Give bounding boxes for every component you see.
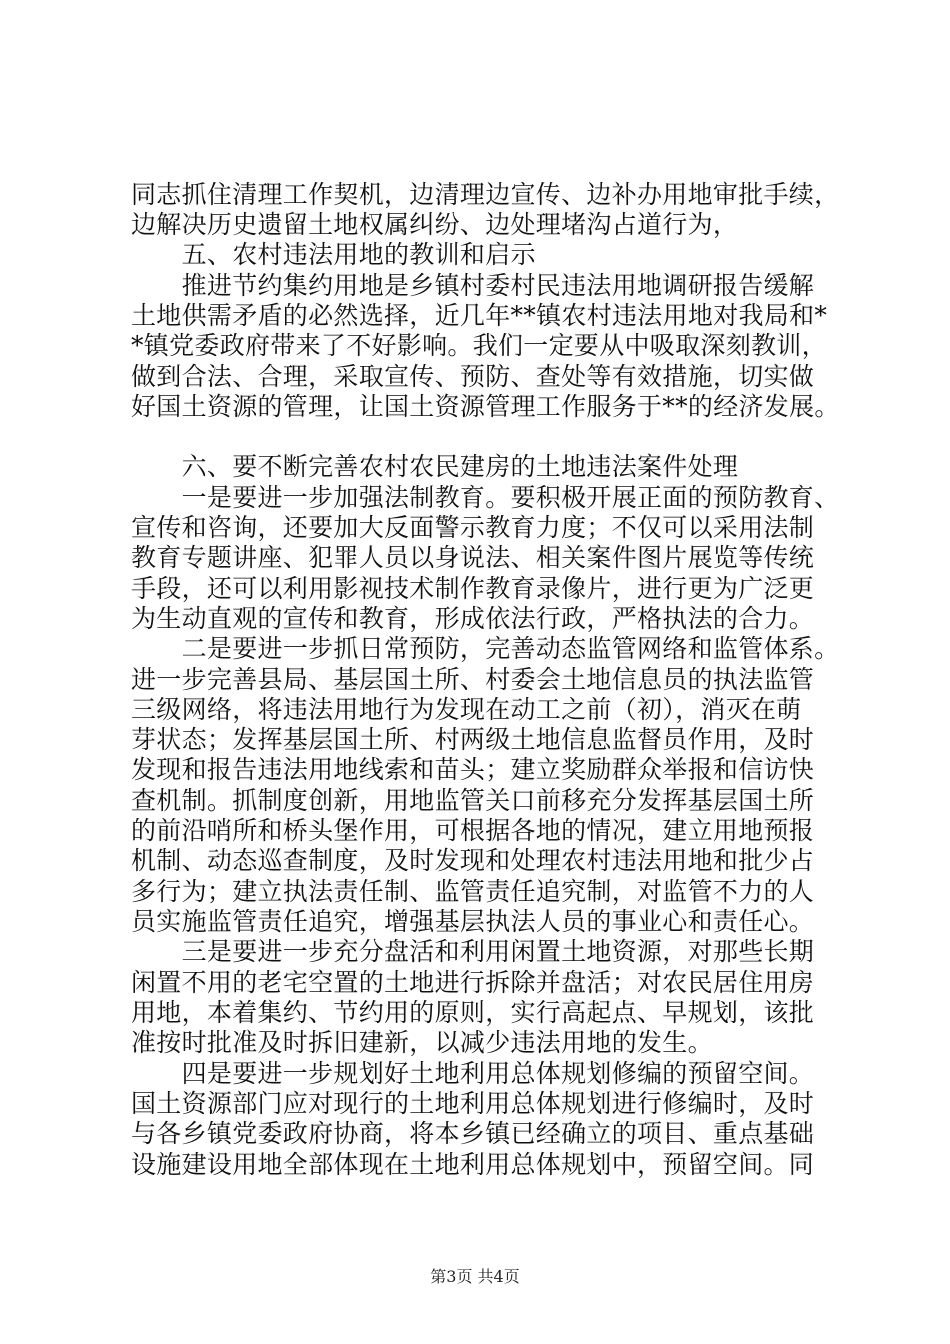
body-text-line: 土地供需矛盾的必然选择，近几年**镇农村违法用地对我局和* — [131, 301, 828, 330]
body-text-line: 与各乡镇党委政府协商，将本乡镇已经确立的项目、重点基础 — [131, 1119, 815, 1148]
body-text-line: *镇党委政府带来了不好影响。我们一定要从中吸取深刻教训， — [131, 331, 827, 360]
body-text-line: 查机制。抓制度创新，用地监管关口前移充分发挥基层国土所 — [131, 786, 815, 815]
body-text-line: 多行为；建立执法责任制、监管责任追究制，对监管不力的人 — [131, 877, 815, 906]
page-number-footer: 第3页 共4页 — [430, 1267, 520, 1286]
body-text-line: 国土资源部门应对现行的土地利用总体规划进行修编时，及时 — [131, 1089, 815, 1118]
body-text-line: 芽状态；发挥基层国土所、村两级土地信息监督员作用，及时 — [131, 725, 815, 754]
body-text-line: 三是要进一步充分盘活和利用闲置土地资源，对那些长期 — [131, 937, 815, 966]
body-text-line: 用地，本着集约、节约用的原则，实行高起点、早规划，该批 — [131, 998, 815, 1027]
body-text-line: 教育专题讲座、犯罪人员以身说法、相关案件图片展览等传统 — [131, 543, 815, 572]
body-text-line: 同志抓住清理工作契机，边清理边宣传、边补办用地审批手续， — [131, 180, 840, 209]
body-text-line: 三级网络，将违法用地行为发现在动工之前（初），消灭在萌 — [131, 695, 802, 724]
body-text-line: 做到合法、合理，采取宣传、预防、查处等有效措施，切实做 — [131, 362, 815, 391]
section-heading: 五、农村违法用地的教训和启示 — [131, 240, 536, 269]
body-text-line: 宣传和咨询，还要加大反面警示教育力度；不仅可以采用法制 — [131, 513, 815, 542]
body-text-line: 推进节约集约用地是乡镇村委村民违法用地调研报告缓解 — [131, 271, 815, 300]
body-text-line: 手段，还可以利用影视技术制作教育录像片，进行更为广泛更 — [131, 574, 815, 603]
body-text-line: 准按时批准及时拆旧建新，以减少违法用地的发生。 — [131, 1028, 713, 1057]
body-text-line: 进一步完善县局、基层国土所、村委会土地信息员的执法监管 — [131, 665, 815, 694]
body-text-line: 的前沿哨所和桥头堡作用，可根据各地的情况，建立用地预报 — [131, 816, 815, 845]
body-text-line: 机制、动态巡查制度，及时发现和处理农村违法用地和批少占 — [131, 846, 815, 875]
body-text-line: 二是要进一步抓日常预防，完善动态监管网络和监管体系。 — [131, 634, 840, 663]
body-text-line: 一是要进一步加强法制教育。要积极开展正面的预防教育、 — [131, 483, 840, 512]
body-text-line: 设施建设用地全部体现在土地利用总体规划中，预留空间。同 — [131, 1150, 815, 1179]
body-text-line: 员实施监管责任追究，增强基层执法人员的事业心和责任心。 — [131, 907, 815, 936]
body-text-line: 边解决历史遗留土地权属纠纷、边处理堵沟占道行为， — [131, 210, 739, 239]
body-text-line: 发现和报告违法用地线索和苗头；建立奖励群众举报和信访快 — [131, 755, 815, 784]
body-text-line: 四是要进一步规划好土地利用总体规划修编的预留空间。 — [131, 1059, 815, 1088]
body-text-line: 好国土资源的管理，让国土资源管理工作服务于**的经济发展。 — [131, 392, 840, 421]
body-text-line: 为生动直观的宣传和教育，形成依法行政，严格执法的合力。 — [131, 604, 815, 633]
body-text-line: 闲置不用的老宅空置的土地进行拆除并盘活；对农民居住用房 — [131, 968, 815, 997]
section-heading: 六、要不断完善农村农民建房的土地违法案件处理 — [131, 452, 739, 481]
